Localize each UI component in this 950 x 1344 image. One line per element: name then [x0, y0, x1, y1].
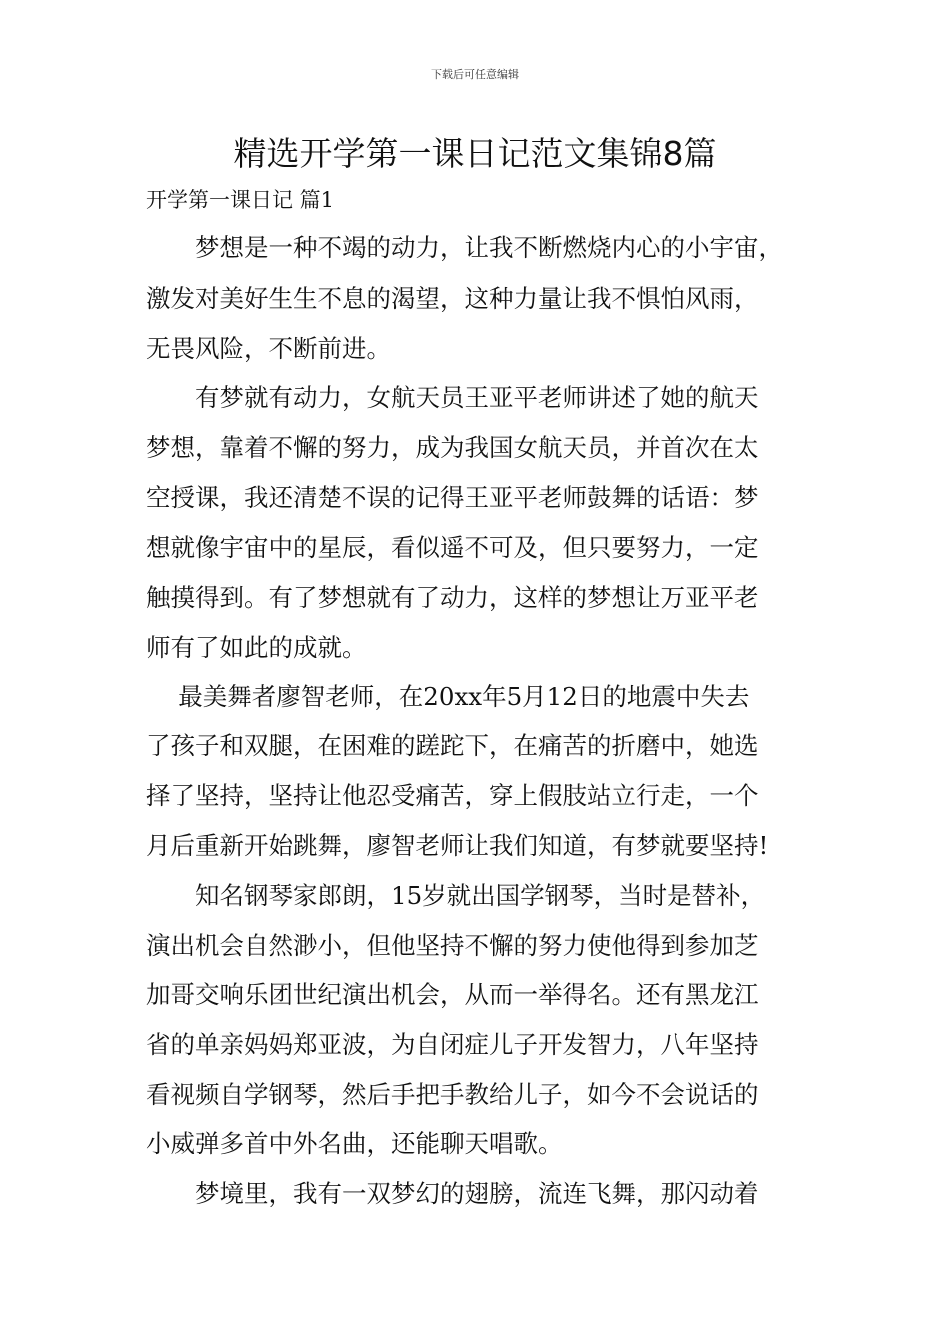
body-line: 触摸得到。有了梦想就有了动力，这样的梦想让万亚平老 [146, 583, 759, 612]
body-line: 梦境里，我有一双梦幻的翅膀，流连飞舞，那闪动着 [146, 1179, 759, 1208]
body-line: 了孩子和双腿，在困难的蹉跎下，在痛苦的折磨中，她选 [146, 731, 759, 760]
body-line: 最美舞者廖智老师，在20xx年5月12日的地震中失去 [146, 682, 750, 711]
document-title: 精选开学第一课日记范文集锦8篇 [233, 134, 717, 173]
header-note: 下载后可任意编辑 [431, 68, 519, 81]
body-line: 梦想是一种不竭的动力，让我不断燃烧内心的小宇宙， [146, 233, 783, 262]
body-line: 无畏风险，不断前进。 [146, 334, 391, 363]
body-line: 激发对美好生生不息的渴望，这种力量让我不惧怕风雨， [146, 284, 759, 313]
body-line: 知名钢琴家郎朗，15岁就出国学钢琴，当时是替补， [146, 881, 766, 910]
body-line: 想就像宇宙中的星辰，看似遥不可及，但只要努力，一定 [146, 533, 759, 562]
body-line: 看视频自学钢琴，然后手把手教给儿子，如今不会说话的 [146, 1080, 759, 1109]
body-line: 省的单亲妈妈郑亚波，为自闭症儿子开发智力，八年坚持 [146, 1030, 759, 1059]
body-line: 梦想，靠着不懈的努力，成为我国女航天员，并首次在太 [146, 433, 759, 462]
body-line: 月后重新开始跳舞，廖智老师让我们知道，有梦就要坚持! [146, 831, 769, 860]
body-line: 择了坚持，坚持让他忍受痛苦，穿上假肢站立行走，一个 [146, 781, 759, 810]
body-line: 师有了如此的成就。 [146, 633, 367, 662]
body-line: 加哥交响乐团世纪演出机会，从而一举得名。还有黑龙江 [146, 980, 759, 1009]
body-line: 演出机会自然渺小，但他坚持不懈的努力使他得到参加芝 [146, 931, 759, 960]
body-line: 有梦就有动力，女航天员王亚平老师讲述了她的航天 [146, 383, 759, 412]
section-heading: 开学第一课日记 篇1 [146, 188, 335, 212]
body-line: 小威弹多首中外名曲，还能聊天唱歌。 [146, 1129, 563, 1158]
body-line: 空授课，我还清楚不误的记得王亚平老师鼓舞的话语：梦 [146, 483, 759, 512]
